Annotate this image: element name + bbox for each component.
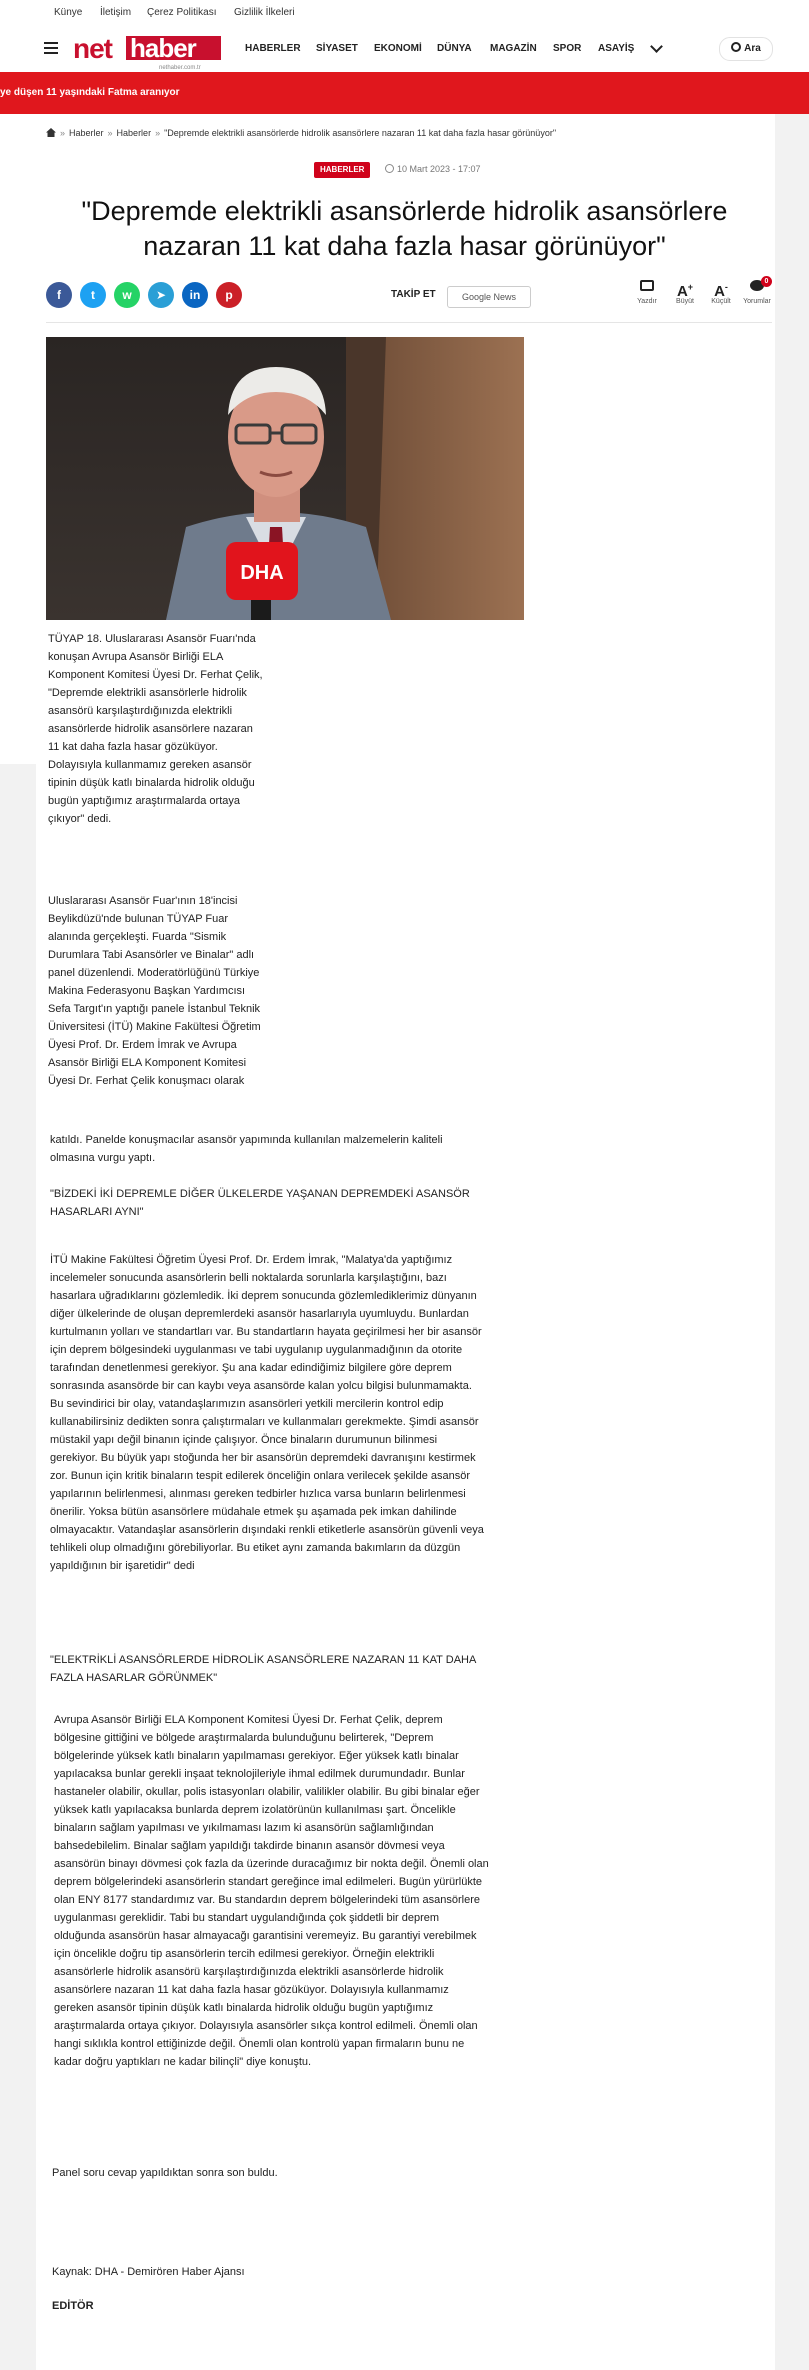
text-line: tipinin düşük katlı binalarda hidrolik olduğu: [48, 777, 255, 789]
paragraph-2: [48, 892, 308, 1090]
text-line: incelemeler sonucunda asansörlerin belli noktalarda sorunlarla karşılaştığını, bazı: [50, 1272, 447, 1284]
breadcrumb-item[interactable]: Haberler: [69, 128, 104, 138]
text-line: Sefa Targıt'ın yaptığı panele İstanbul Teknik: [48, 1003, 261, 1015]
text-line: yapılacaksa bunlar gerekli inşaat teknolojileriyle ihmal edilmek durumundadır. Bunlar: [54, 1768, 465, 1780]
subheading-2: [50, 1651, 570, 1687]
text-line: Uluslararası Asansör Fuar'ının 18'incisi: [48, 895, 238, 907]
nav-item-magazin[interactable]: MAGAZİN: [490, 43, 537, 54]
text-line: katıldı. Panelde konuşmacılar asansör yapımında kullanılan malzemelerin kaliteli: [50, 1134, 443, 1146]
publish-date-text: 10 Mart 2023 - 17:07: [397, 164, 481, 174]
left-gutter: [0, 114, 36, 764]
topbar-link-gizlilik[interactable]: Gizlilik İlkeleri: [234, 7, 295, 18]
text-line: sonrasında asansörde bir can kaybı veya asansörde kalan yolcu bilgisi bulunmamakta.: [50, 1380, 472, 1392]
nav-item-spor[interactable]: SPOR: [553, 43, 582, 54]
search-button-label: Ara: [744, 43, 761, 54]
text-line: olmasına vurgu yaptı.: [50, 1152, 156, 1164]
facebook-icon[interactable]: f: [46, 282, 72, 308]
text-line: TÜYAP 18. Uluslararası Asansör Fuarı'nda: [48, 633, 256, 645]
breadcrumb-item[interactable]: Haberler: [116, 128, 152, 138]
divider: [46, 322, 772, 323]
text-line: "ELEKTRİKLİ ASANSÖRLERDE HİDROLİK ASANSÖRLERE NAZARAN 11 KAT DAHA: [50, 1654, 477, 1666]
text-line: hangi sıklıkla kontrol ettiğinizde değil. Önemli olan kontrolü yapan firmaların bunu ne: [54, 2038, 465, 2050]
text-line: çıkıyor" dedi.: [48, 813, 112, 825]
article-photo[interactable]: [46, 337, 524, 620]
comments-button[interactable]: [742, 278, 772, 305]
site-header: [0, 26, 809, 73]
text-line: kadar doğru yaptıkları ne kadar bilinçli" diye konuştu.: [54, 2056, 312, 2068]
breaking-news-text[interactable]: ye düşen 11 yaşındaki Fatma aranıyor: [0, 87, 180, 98]
editor-label: EDİTÖR: [52, 2300, 94, 2312]
subheading-1: [50, 1185, 570, 1221]
clock-icon: [385, 164, 394, 173]
font-smaller-button[interactable]: A- Küçült: [706, 278, 736, 305]
pinterest-icon[interactable]: p: [216, 282, 242, 308]
telegram-icon[interactable]: ➤: [148, 282, 174, 308]
text-line: Durumlara Tabi Asansörler ve Binalar" adlı: [48, 949, 255, 961]
home-icon[interactable]: [46, 128, 56, 137]
text-line: Asansör Birliği ELA Komponent Komitesi: [48, 1057, 247, 1069]
text-line: asansörlerle hidrolik asansörü karşılaştırdığınızda elektrikli asansörlerde hidrolik: [54, 1966, 444, 1978]
text-line: asansörlere nazaran 11 kat daha fazla hasar gözüküyor. Dolayısıyla kullanmamız: [54, 1984, 449, 1996]
text-line: bölgesine gittiğini ve bölgede araştırmalarda bulunduğunu belirterek, "Deprem: [54, 1732, 434, 1744]
text-line: FAZLA HASARLAR GÖRÜNMEK": [50, 1672, 218, 1684]
breadcrumb-current: "Depremde elektrikli asansörlerde hidrolik asansörlere nazaran 11 kat daha fazla hasar görünüyor": [164, 128, 557, 138]
publish-date: [385, 164, 481, 174]
photo-dha-logo: DHA: [240, 562, 284, 584]
chevron-down-icon[interactable]: [650, 40, 663, 53]
text-line: yapıldığının bir işaretidir" dedi: [50, 1560, 195, 1572]
text-line: Bu sevindirici bir olay, vatandaşlarımızın asansörleri yetkili mercilerin kontrol edip: [50, 1398, 444, 1410]
breaking-news-bar: [0, 72, 809, 114]
topbar-link-cerez[interactable]: Çerez Politikası: [147, 7, 217, 18]
text-line: panel düzenlendi. Moderatörlüğünü Türkiye: [48, 967, 260, 979]
text-line: uygulanması gereklidir. Tabi bu standart uygulandığında çok şiddetli bir deprem: [54, 1912, 440, 1924]
text-line: Üyesi Prof. Dr. Erdem İmrak ve Avrupa: [48, 1039, 237, 1051]
paragraph-4: [54, 1711, 594, 2071]
twitter-icon[interactable]: t: [80, 282, 106, 308]
search-icon: [731, 42, 741, 52]
text-line: "BİZDEKİ İKİ DEPREMLE DİĞER ÜLKELERDE YAŞANAN DEPREMDEKİ ASANSÖR: [50, 1188, 470, 1200]
font-bigger-button[interactable]: A+ Büyüt: [670, 278, 700, 305]
logo-tagline: nethaber.com.tr: [159, 65, 201, 71]
text-line: hastaneler olabilir, okullar, polis istasyonları olabilir, valilikler olabilir. Bu gibi binalar eğer: [54, 1786, 480, 1798]
text-line: HASARLARI AYNI": [50, 1206, 144, 1218]
top-bar: [0, 0, 809, 27]
source-line: Kaynak: DHA - Demirören Haber Ajansı: [52, 2266, 245, 2278]
text-line: diğer ülkelerinde de oluşan depremlerdeki asansör hasarlarıyla uyumluydu. Bunlardan: [50, 1308, 469, 1320]
text-line: gereken asansör tipinin düşük katlı binalarda hidrolik olduğu bugün yaptığımız: [54, 2002, 434, 2014]
nav-item-asayis[interactable]: ASAYİŞ: [598, 43, 635, 54]
text-line: asansörü karşılaştırdığınızda elektrikli: [48, 705, 233, 717]
text-line: alanında gerçekleşti. Fuarda "Sismik: [48, 931, 227, 943]
text-line: 11 kat daha fazla hasar gözüküyor.: [48, 741, 218, 753]
text-line: araştırmalarda ortaya çıkıyor. Dolayısıyla asansörler sıkça kontrol edilmeli. Önemli olan: [54, 2020, 478, 2032]
text-line: olmayacaktır. Vatandaşlar asansörlerin dışındaki renkli etiketlerle asansörün güvenli veya: [50, 1524, 484, 1536]
topbar-link-iletisim[interactable]: İletişim: [100, 7, 132, 18]
text-line: tehlikeli olup olmadığını görebiliyorlar. Bu etiket aynı zamanda bakımların da düzgün: [50, 1542, 461, 1554]
paragraph-2-continued: [50, 1131, 550, 1167]
text-line: olan ENY 8177 standardımız var. Bu standardın deprem bölgelerindeki tüm asansörlere: [54, 1894, 480, 1906]
text-line: bugün yaptığımız araştırmalarda ortaya: [48, 795, 240, 807]
font-bigger-glyph: A: [676, 283, 688, 300]
nav-item-ekonomi[interactable]: EKONOMİ: [374, 43, 422, 54]
nav-item-dunya[interactable]: DÜNYA: [437, 43, 472, 54]
font-bigger-label: Büyüt: [676, 298, 694, 305]
text-line: hasarlara uğradıklarını gözlemledik. İki deprem sonucunda gözlemlediklerimiz dünyanın: [50, 1290, 477, 1302]
google-news-button[interactable]: Google News: [447, 286, 531, 308]
text-line: zor. Bunun için kritik binaların tespit edilerek önceliğin onlara verilecek şekilde asansör: [50, 1470, 471, 1482]
article-title-line: nazaran 11 kat daha fazla hasar görünüyor": [143, 231, 666, 261]
text-line: binaların sağlam yapılması ve yıkılmaması lazım ki asansörün sağlamlığından: [54, 1822, 434, 1834]
nav-item-siyaset[interactable]: SİYASET: [316, 43, 358, 54]
text-line: olduğunda asansörün hasar almayacağı garantisini veremeyiz. Bu garantiyi verebilmek: [54, 1930, 477, 1942]
text-line: konuşan Avrupa Asansör Birliği ELA: [48, 651, 224, 663]
text-line: Avrupa Asansör Birliği ELA Komponent Komitesi Üyesi Dr. Ferhat Çelik, deprem: [54, 1714, 443, 1726]
text-line: müstakil yapı değil binanın içinde çalışıyor. Önce binaların durumunun bilinmesi: [50, 1434, 438, 1446]
text-line: için öncelikle doğru tip asansörlerin tercih edilmesi gerekiyor. Örneğin elektrikli: [54, 1948, 435, 1960]
logo-net-text: net: [73, 33, 112, 64]
article-title: [50, 194, 759, 264]
text-line: Dolayısıyla kullanmamız gereken asansör: [48, 759, 252, 771]
text-line: Makina Federasyonu Başkan Yardımcısı: [48, 985, 246, 997]
text-line: gerekiyor. Bu büyük yapı stoğunda her bir asansörün depremdeki davranışını kestirmek: [50, 1452, 476, 1464]
linkedin-icon[interactable]: in: [182, 282, 208, 308]
font-smaller-glyph: A: [714, 283, 725, 300]
article-title-line: "Depremde elektrikli asansörlerde hidrolik asansörlere: [81, 196, 728, 226]
text-line: İTÜ Makine Fakültesi Öğretim Üyesi Prof. Dr. Erdem İmrak, "Malatya'da yaptığımız: [50, 1254, 453, 1266]
text-line: tarafından denetlenmesi gerekiyor. Şu ana kadar edindiğimiz bilgilere göre deprem: [50, 1362, 452, 1374]
text-line: "Depremde elektrikli asansörlerle hidrolik: [48, 687, 247, 699]
search-button[interactable]: [719, 37, 773, 61]
text-line: kurtulmanın yolları ve standartları var. Bu standartların hayata geçirilmesi her bir asansör: [50, 1326, 482, 1338]
paragraph-1: [48, 630, 288, 828]
site-logo[interactable]: [73, 33, 225, 71]
text-line: deprem bölgelerindeki asansörlerin standart gereğince imal edilmeleri. Bugün yürürlükte: [54, 1876, 483, 1888]
text-line: Komponent Komitesi Üyesi Dr. Ferhat Çelik,: [48, 669, 263, 681]
text-line: önerilir. Yoksa bütün asansörlere müdahale etmek şu aşamada pek imkan dahilinde: [50, 1506, 457, 1518]
text-line: yüksek katlı yapılacaksa bunlarda deprem izolatörünün kullanılması şart. Öncelikle: [54, 1804, 456, 1816]
category-badge[interactable]: HABERLER: [314, 162, 370, 178]
text-line: asansörün binayı dövmesi çok fazla da üzerinde duracağımız bir nokta değil. Önemli olan: [54, 1858, 489, 1870]
text-line: Üniversitesi (İTÜ) Makine Fakültesi Öğretim: [48, 1021, 261, 1033]
nav-item-haberler[interactable]: HABERLER: [245, 43, 301, 54]
print-icon: [640, 280, 654, 291]
text-line: asansörlerde hidrolik asansörlere nazaran: [48, 723, 253, 735]
article-photo-image: [46, 337, 524, 620]
text-line: Üyesi Dr. Ferhat Çelik konuşmacı olarak: [48, 1075, 245, 1087]
print-button[interactable]: [632, 278, 662, 305]
breadcrumb: » Haberler » Haberler » "Depremde elektrikli asansörlerde hidrolik asansörlere nazaran 11 kat daha fazla hasar görünüyor": [46, 128, 556, 138]
text-line: bahsedebilelim. Binalar sağlam yapıldığı takdirde binanın asansör dövmesi veya: [54, 1840, 445, 1852]
text-line: için deprem bölgesindeki uygulanması ve tabi uygulanıp uygulanmadığının da otorite: [50, 1344, 463, 1356]
text-line: bölgelerinde yüksek katlı binaların yapılmaması gerekiyor. Eğer yüksek katlı binalar: [54, 1750, 459, 1762]
comment-count-badge: 0: [761, 276, 772, 287]
text-line: Beylikdüzü'nde bulunan TÜYAP Fuar: [48, 913, 229, 925]
whatsapp-icon[interactable]: w: [114, 282, 140, 308]
logo-haber-text: haber: [126, 36, 221, 60]
closing-paragraph: Panel soru cevap yapıldıktan sonra son buldu.: [52, 2167, 278, 2179]
print-label: Yazdır: [637, 298, 657, 305]
follow-label: TAKİP ET: [391, 289, 436, 300]
comments-label: Yorumlar: [743, 298, 771, 305]
text-line: yapılarının belirlenmesi, alınması gereken tedbirler hızlıca varsa bunların belirlenmesi: [50, 1488, 466, 1500]
paragraph-3: [50, 1251, 590, 1575]
menu-icon[interactable]: [44, 42, 58, 54]
text-line: kullanabilirsiniz dedikten sonra çalıştırmaları ve kullanmaları gerekmekte. Şimdi asansör: [50, 1416, 479, 1428]
font-smaller-label: Küçült: [711, 298, 731, 305]
topbar-link-kunye[interactable]: Künye: [54, 7, 83, 18]
